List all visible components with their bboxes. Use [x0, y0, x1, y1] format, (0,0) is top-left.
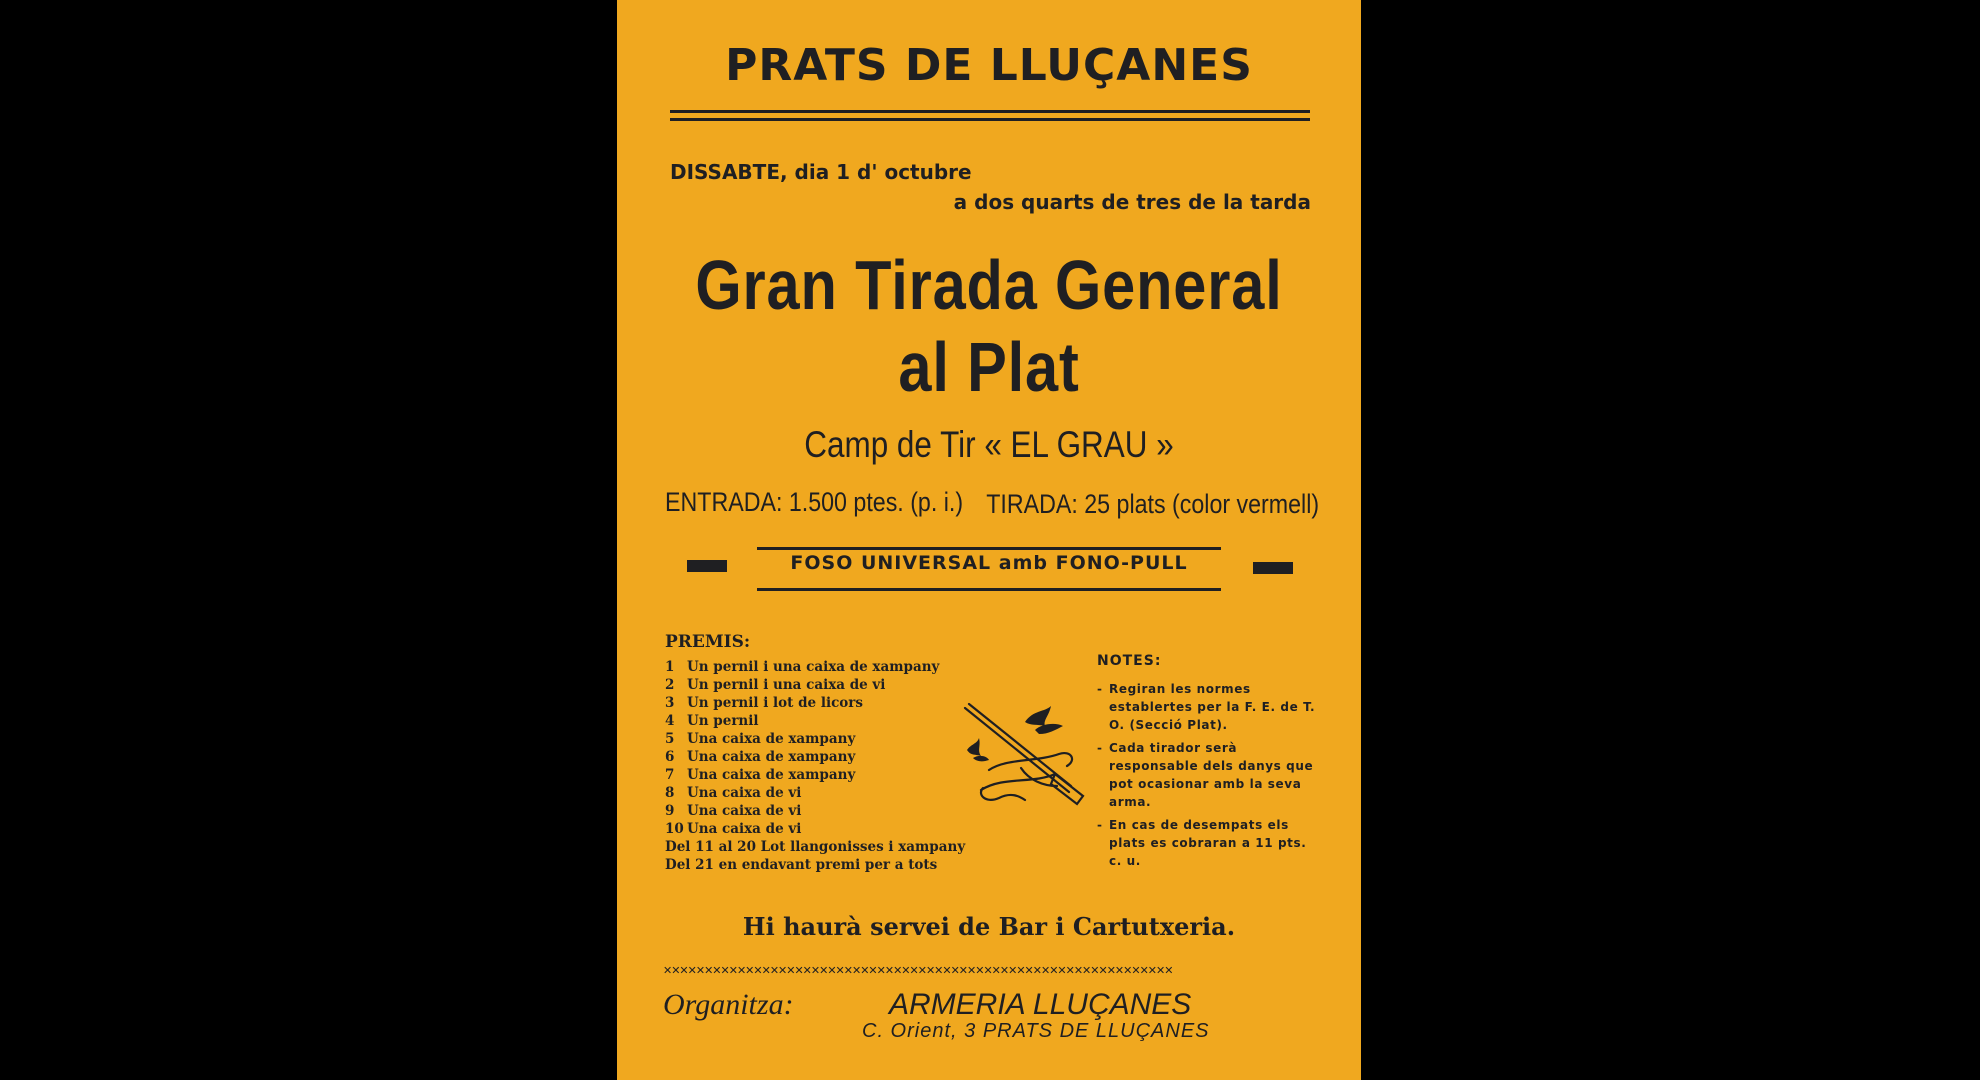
bar-service-notice: Hi haurà servei de Bar i Cartutxeria. — [742, 912, 1236, 941]
prize-row — [665, 658, 965, 676]
prize-row — [665, 730, 965, 748]
shotgun-bird-emblem-icon — [959, 700, 1089, 810]
prize-row — [665, 694, 965, 712]
note-item: - Regiran les normes establertes per la F. E. de T. O. (Secció Plat). — [1097, 680, 1322, 734]
prize-text: Un pernil i una caixa de vi — [687, 677, 886, 693]
shoot-details: TIRADA: 25 plats (color vermell) — [986, 489, 1319, 519]
time-line: a dos quarts de tres de la tarda — [953, 190, 1311, 214]
organizer-address: C. Orient, 3 PRATS DE LLUÇANES — [862, 1020, 1210, 1042]
headline-line-2: al Plat — [898, 328, 1080, 406]
prize-number: 10 — [665, 821, 684, 837]
shooting-field: Camp de Tir « EL GRAU » — [804, 424, 1174, 465]
poster — [617, 0, 1361, 1080]
entry-fee: ENTRADA: 1.500 ptes. (p. i.) — [665, 487, 964, 517]
decorative-border: ✕✕✕✕✕✕✕✕✕✕✕✕✕✕✕✕✕✕✕✕✕✕✕✕✕✕✕✕✕✕✕✕✕✕✕✕✕✕✕✕✕✕✕✕✕✕✕✕✕✕✕✕✕✕✕✕✕✕✕✕✕✕ — [663, 964, 1173, 976]
prize-number: 3 — [665, 695, 675, 711]
note-text: Cada tirador serà responsable dels danys que pot ocasionar amb la seva arma. — [1109, 741, 1314, 809]
title-rule-top — [670, 110, 1310, 113]
prize-number: 6 — [665, 749, 675, 765]
prize-extra: Del 11 al 20 Lot llangonisses i xampany — [665, 839, 966, 855]
notes-title: NOTES: — [1097, 653, 1162, 669]
town-title: PRATS DE LLUÇANES — [725, 40, 1253, 91]
notes-list — [1097, 680, 1322, 875]
prize-extra: Del 21 en endavant premi per a tots — [665, 857, 938, 873]
organizer-name: ARMERIA LLUÇANES — [889, 988, 1192, 1021]
right-bar-ornament — [1253, 562, 1293, 574]
prize-text: Un pernil i lot de licors — [687, 695, 864, 711]
prize-row — [665, 820, 965, 838]
prize-number: 4 — [665, 713, 675, 729]
headline-line-1: Gran Tirada General — [695, 246, 1283, 324]
prize-row — [665, 712, 965, 730]
prize-text: Un pernil i una caixa de xampany — [687, 659, 940, 675]
note-item: - En cas de desempats els plats es cobraran a 11 pts. c. u. — [1097, 816, 1322, 870]
prize-row — [665, 676, 965, 694]
note-text: Regiran les normes establertes per la F. E. de T. O. (Secció Plat). — [1109, 682, 1316, 732]
prize-row — [665, 784, 965, 802]
prize-text: Una caixa de xampany — [687, 731, 856, 747]
prize-number: 7 — [665, 767, 675, 783]
title-rule-bottom — [670, 118, 1310, 121]
date-line: DISSABTE, dia 1 d' octubre — [670, 160, 972, 184]
note-text: En cas de desempats els plats es cobraran a 11 pts. c. u. — [1109, 818, 1307, 868]
note-item: - Cada tirador serà responsable dels danys que pot ocasionar amb la seva arma. — [1097, 739, 1322, 811]
prize-text: Una caixa de vi — [687, 821, 802, 837]
prize-row — [665, 802, 965, 820]
prize-text: Una caixa de xampany — [687, 767, 856, 783]
prize-number: 5 — [665, 731, 675, 747]
prize-text: Una caixa de vi — [687, 785, 802, 801]
organizer-label: Organitza: — [663, 988, 794, 1021]
prize-text: Un pernil — [687, 713, 759, 729]
prizes-title: PREMIS: — [665, 632, 751, 652]
left-bar-ornament — [687, 560, 727, 572]
prize-number: 8 — [665, 785, 675, 801]
prize-text: Una caixa de vi — [687, 803, 802, 819]
foso-label: FOSO UNIVERSAL amb FONO-PULL — [790, 552, 1188, 574]
prize-list — [665, 658, 965, 874]
prize-text: Una caixa de xampany — [687, 749, 856, 765]
prize-number: 2 — [665, 677, 675, 693]
prize-number: 1 — [665, 659, 675, 675]
prize-number: 9 — [665, 803, 675, 819]
prize-row — [665, 766, 965, 784]
prize-row — [665, 748, 965, 766]
